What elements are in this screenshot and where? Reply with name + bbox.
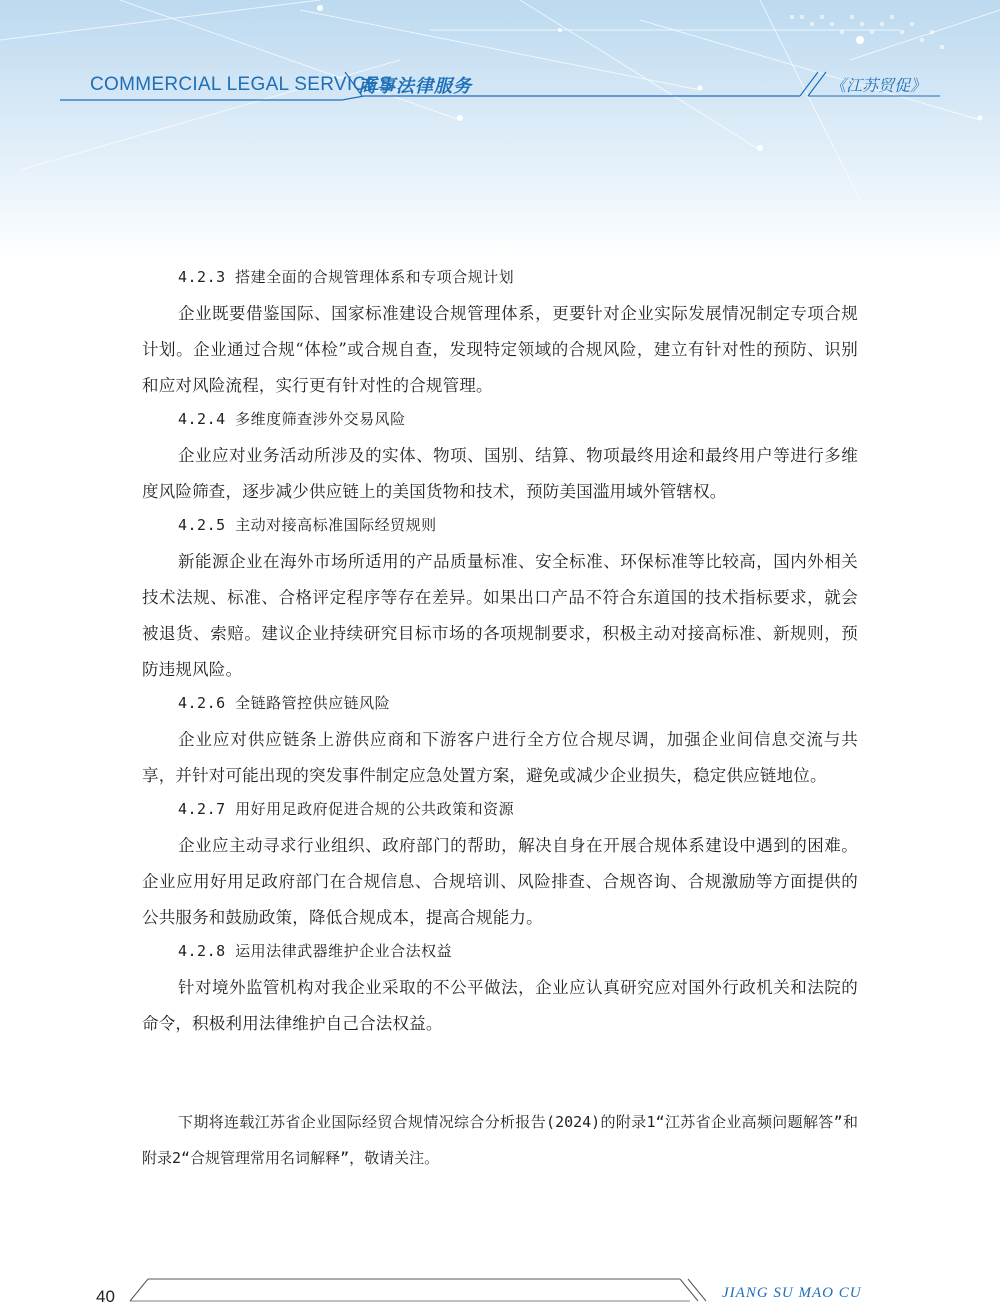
header-title-en: COMMERCIAL LEGAL SERVICES xyxy=(90,74,393,95)
section-paragraph: 针对境外监管机构对我企业采取的不公平做法，企业应认真研究应对国外行政机关和法院的命令，积极利用法律维护自己合法权益。 xyxy=(142,978,858,1033)
section-heading: 4.2.3 搭建全面的合规管理体系和专项合规计划 xyxy=(178,268,515,286)
section-heading: 4.2.8 运用法律武器维护企业合法权益 xyxy=(178,942,453,960)
section-heading: 4.2.7 用好用足政府促进合规的公共政策和资源 xyxy=(178,800,515,818)
section xyxy=(142,407,858,510)
section-paragraph: 企业既要借鉴国际、国家标准建设合规管理体系，更要针对企业实际发展情况制定专项合规计划。企业通过合规“体检”或合规自查，发现特定领域的合规风险，建立有针对性的预防、识别和应对风险流程，实行更有针对性的合规管理。 xyxy=(142,304,858,395)
header-magazine-name: 《江苏贸促》 xyxy=(830,76,927,95)
section-paragraph: 企业应主动寻求行业组织、政府部门的帮助，解决自身在开展合规体系建设中遇到的困难。企业应用好用足政府部门在合规信息、合规培训、风险排查、合规咨询、合规激励等方面提供的公共服务和鼓励政策，降低合规成本，提高合规能力。 xyxy=(142,836,858,927)
next-issue-notice: 下期将连载江苏省企业国际经贸合规情况综合分析报告(2024)的附录1“江苏省企业高频问题解答”和附录2“合规管理常用名词解释”，敬请关注。 xyxy=(142,1113,858,1167)
footer-magazine-name: JIANG SU MAO CU xyxy=(722,1285,862,1301)
section-paragraph: 企业应对供应链条上游供应商和下游客户进行全方位合规尽调，加强企业间信息交流与共享，并针对可能出现的突发事件制定应急处置方案，避免或减少企业损失，稳定供应链地位。 xyxy=(142,730,858,785)
header-banner xyxy=(0,0,1000,260)
section-heading: 4.2.6 全链路管控供应链风险 xyxy=(178,694,391,712)
banner-network-graphic xyxy=(0,0,1000,260)
section-heading: 4.2.5 主动对接高标准国际经贸规则 xyxy=(178,516,437,534)
section xyxy=(142,797,858,936)
section xyxy=(142,513,858,688)
section-paragraph: 企业应对业务活动所涉及的实体、物项、国别、结算、物项最终用途和最终用户等进行多维度风险筛查，逐步减少供应链上的美国货物和技术，预防美国滥用域外管辖权。 xyxy=(142,446,858,501)
page-number: 40 xyxy=(96,1287,115,1306)
section-heading: 4.2.4 多维度筛查涉外交易风险 xyxy=(178,410,406,428)
article-body xyxy=(142,262,858,1045)
section-paragraph: 新能源企业在海外市场所适用的产品质量标准、安全标准、环保标准等比较高，国内外相关技术法规、标准、合格评定程序等存在差异。如果出口产品不符合东道国的技术指标要求，就会被退货、索赔。建议企业持续研究目标市场的各项规制要求，积极主动对接高标准、新规则，预防违规风险。 xyxy=(142,552,858,679)
header-title-cn: 商事法律服务 xyxy=(358,76,472,97)
section xyxy=(142,939,858,1042)
section xyxy=(142,691,858,794)
section xyxy=(142,265,858,404)
